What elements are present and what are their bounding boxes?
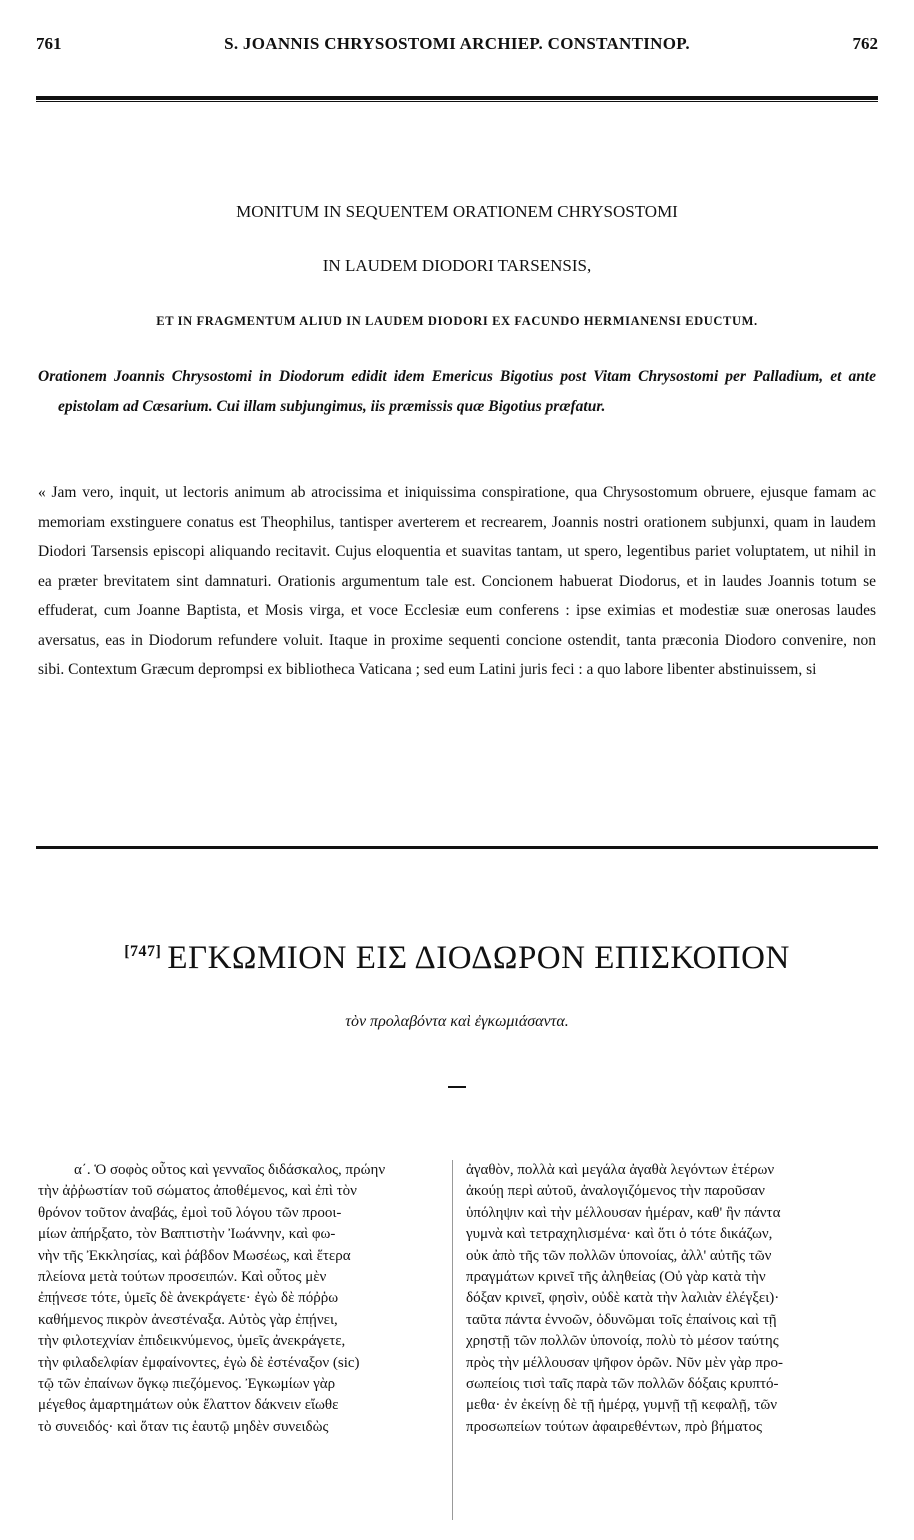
monitum-subheading-small: ET IN FRAGMENTUM ALIUD IN LAUDEM DIODORI EX FACUNDO HERMIANENSI EDUCTUM.: [156, 314, 758, 328]
text-line: τὴν ἀῤῥωστίαν τοῦ σώματος ἀποθέμενος, καὶ ἐπὶ τὸν: [38, 1183, 357, 1200]
text-line: ταῦτα πάντα ἐννοῶν, ὀδυνῶμαι τοῖς ἐπαίνοις καὶ τῇ: [466, 1311, 777, 1328]
text-line: τῷ τῶν ἐπαίνων ὄγκῳ πιεζόμενος. Ἐγκωμίων γὰρ: [38, 1376, 336, 1393]
text-line: τὸ συνειδός· καὶ ὅταν τις ἑαυτῷ μηδὲν συνειδὼς: [38, 1418, 329, 1435]
text-line: μέγεθος ἁμαρτημάτων οὐκ ἔλαττον δάκνειν εἴωθε: [38, 1397, 339, 1414]
greek-title: [0, 940, 914, 977]
monitum-heading: MONITUM IN SEQUENTEM ORATIONEM CHRYSOSTOMI: [236, 202, 678, 221]
greek-subtitle: τὸν προλαβόντα καὶ ἐγκωμιάσαντα.: [345, 1013, 569, 1030]
text-line: δόξαν κρινεῖ, φησὶν, οὐδὲ κατὰ τὴν λαλιὰν ἐλέγξει)·: [466, 1290, 780, 1307]
greek-title-text: ΕΓΚΩΜΙΟΝ ΕΙΣ ΔΙΟΔΩΡΟΝ ΕΠΙΣΚΟΠΟΝ: [167, 940, 790, 976]
text-line: σωπείοις τισὶ ταῖς παρὰ τῶν πολλῶν δόξαις κρυπτό-: [466, 1376, 779, 1393]
text-line: τὴν φιλοτεχνίαν ἐπιδεικνύμενος, ὑμεῖς ἀνεκράγετε,: [38, 1333, 346, 1350]
text-line: προσωπείων τούτων ἀφαιρεθέντων, πρὸ βήματος: [466, 1418, 763, 1435]
left-page-number: 761: [36, 34, 62, 53]
text-line: α΄. Ὁ σοφὸς οὗτος καὶ γενναῖος διδάσκαλος, πρώην: [74, 1162, 386, 1178]
text-line: θρόνον τοῦτον ἀναβάς, ἐμοὶ τοῦ λόγου τῶν προοι-: [38, 1204, 342, 1221]
greek-column-left: [38, 1160, 438, 1438]
text-line: καθήμενος πικρὸν ἀνεστέναξα. Αὐτὸς γὰρ ἐπῄνει,: [38, 1311, 338, 1328]
monitum-subheading: IN LAUDEM DIODORI TARSENSIS,: [322, 256, 592, 275]
text-line: ἀγαθὸν, πολλὰ καὶ μεγάλα ἀγαθὰ λεγόντων ἑτέρων: [466, 1162, 775, 1178]
text-line: τὴν φιλαδελφίαν ἐμφαίνοντες, ἐγὼ δὲ ἐστέναξον (sic): [38, 1354, 360, 1371]
header-rule: [36, 96, 878, 100]
right-page-number: 762: [852, 34, 878, 53]
text-line: μίων ἀπήρξατο, τὸν Βαπτιστὴν Ἰωάννην, καὶ φω-: [38, 1226, 336, 1243]
text-line: ὑπόληψιν καὶ τὴν μέλλουσαν ἡμέραν, καθ' ἣν πάντα: [466, 1204, 781, 1221]
text-line: πλείονα μετὰ τούτων προσειπών. Καὶ οὗτος μὲν: [38, 1269, 327, 1286]
text-line: χρηστῇ τῶν πολλῶν ὑπονοίᾳ, πολὺ τὸ μέσον ταύτης: [466, 1333, 779, 1350]
section-divider-rule: [36, 846, 878, 849]
column-divider: [452, 1160, 453, 1520]
text-line: οὐκ ἀπὸ τῆς τῶν πολλῶν ὑπονοίας, ἀλλ' αὐτῆς τῶν: [466, 1247, 772, 1264]
greek-column-right: [466, 1160, 876, 1438]
body-paragraph: « Jam vero, inquit, ut lectoris animum ab atrocissima et iniquissima conspiratione, qua Chrysostomum obruere, ejusque famam ac memoriam exstinguere conatus est Theophilus, tantisper averterem et recrearem, Joannis nostri orationem subjunxi, quam in laudem Diodori Tarsensis episcopi aliquando recitavit. Cujus eloquentia et suavitas tantam, ut spero, legentibus pariet voluptatem, ut nihil in ea præter brevitatem sint damnaturi. Orationis argumentum tale est. Concionem habuerat Diodorus, et in laudes Joannis totum se effuderat, cum Joanne Baptista, et Mosis virga, et voce Ecclesiæ eum conferens : ipse eximias et modestiæ suæ onerosas laudes aversatus, eas in Diodorum refundere voluit. Itaque in proxime sequenti concione ostendit, tanta præconia Diodoro convenire, non sibi. Contextum Græcum deprompsi ex bibliotheca Vaticana ; sed eum Latini juris feci : a quo labore libenter abstinuissem, si: [38, 484, 876, 678]
running-title: S. JOANNIS CHRYSOSTOMI ARCHIEP. CONSTANTINOP.: [224, 34, 690, 53]
text-line: πρὸς τὴν μέλλουσαν ψῆφον ὁρῶν. Νῦν μὲν γὰρ προ-: [466, 1354, 783, 1371]
text-line: μεθα· ἐν ἐκείνῃ δὲ τῇ ἡμέρᾳ, γυμνῇ τῇ κεφαλῇ, τῶν: [466, 1397, 778, 1414]
running-header: [36, 34, 878, 58]
text-line: νὴν τῆς Ἐκκλησίας, καὶ ῥάβδον Μωσέως, καὶ ἕτερα: [38, 1247, 351, 1264]
text-line: γυμνὰ καὶ τετραχηλισμένα· καὶ ὅτι ὁ τότε δικάζων,: [466, 1226, 773, 1243]
text-line: ἐπῄνεσε τότε, ὑμεῖς δὲ ἀνεκράγετε· ἐγὼ δὲ πόῤῥω: [38, 1290, 339, 1307]
page-marker: [747]: [124, 943, 162, 960]
header-rule-thin: [36, 101, 878, 102]
text-line: πραγμάτων κρινεῖ τῆς ἀληθείας (Οὐ γὰρ κατὰ τὴν: [466, 1269, 766, 1286]
intro-paragraph: Orationem Joannis Chrysostomi in Diodorum edidit idem Emericus Bigotius post Vitam Chrysostomi per Palladium, et ante epistolam ad Cæsarium. Cui illam subjungimus, iis præmissis quæ Bigotius præfatur.: [38, 368, 876, 415]
separator-dash: [448, 1086, 466, 1088]
text-line: ἀκούῃ περὶ αὐτοῦ, ἀναλογιζόμενος τὴν παροῦσαν: [466, 1183, 765, 1200]
